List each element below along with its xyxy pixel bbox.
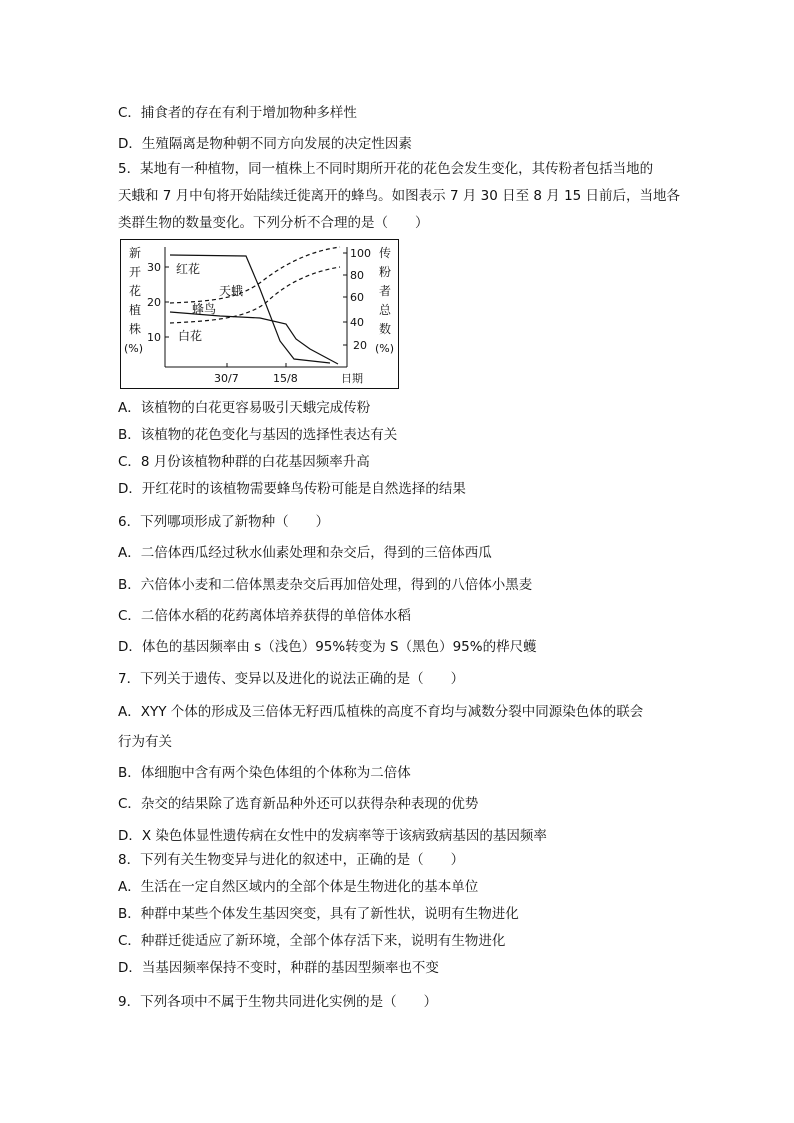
- left-tick-label: 10: [147, 331, 161, 344]
- q7-option-c: C．杂交的结果除了选育新品种外还可以获得杂种表现的优势: [118, 796, 479, 812]
- q4-option-c: C．捕食者的存在有利于增加物种多样性: [118, 105, 357, 121]
- q7-stem: 7．下列关于遗传、变异以及进化的说法正确的是（ ）: [118, 671, 465, 687]
- right-axis-char: 数: [379, 322, 392, 336]
- q6-option-c: C．二倍体水稻的花药离体培养获得的单倍体水稻: [118, 608, 411, 624]
- q4-option-d: D．生殖隔离是物种朝不同方向发展的决定性因素: [118, 136, 412, 152]
- q6-option-b: B．六倍体小麦和二倍体黑麦杂交后再加倍处理，得到的八倍体小黑麦: [118, 577, 533, 593]
- q6-option-a: A．二倍体西瓜经过秋水仙素处理和杂交后，得到的三倍体西瓜: [118, 545, 492, 561]
- left-axis-char: 植: [129, 303, 142, 317]
- series-label-white: 白花: [178, 329, 203, 343]
- q5-stem-line-2: 天蛾和 7 月中旬将开始陆续迁徙离开的蜂鸟。如图表示 7 月 30 日至 8 月 15 日前后，当地各: [118, 188, 681, 204]
- left-axis-char: 株: [129, 322, 142, 336]
- pollinator-chart: [120, 239, 399, 389]
- q5-stem-line-3: 类群生物的数量变化。下列分析不合理的是（ ）: [118, 215, 429, 231]
- right-axis-char: 总: [379, 303, 392, 317]
- q5-option-d: D．开红花时的该植物需要蜂鸟传粉可能是自然选择的结果: [118, 481, 466, 497]
- q6-option-d: D．体色的基因频率由 s（浅色）95%转变为 S（黑色）95%的桦尺蠖: [118, 639, 537, 655]
- q6-stem: 6．下列哪项形成了新物种（ ）: [118, 514, 330, 530]
- q7-option-a-line-1: A．XYY 个体的形成及三倍体无籽西瓜植株的高度不育均与减数分裂中同源染色体的联会: [118, 704, 644, 720]
- right-axis-label: [375, 245, 394, 355]
- q8-option-d: D．当基因频率保持不变时，种群的基因型频率也不变: [118, 960, 439, 976]
- q5-stem-line-1: 5．某地有一种植物，同一植株上不同时期所开花的花色会发生变化，其传粉者包括当地的: [118, 161, 654, 177]
- right-tick-label: 20: [353, 339, 367, 352]
- x-axis-label: 日期: [341, 372, 363, 385]
- q8-option-a: A．生活在一定自然区域内的全部个体是生物进化的基本单位: [118, 879, 479, 895]
- chart-frame: [121, 240, 399, 389]
- left-axis-label: [124, 246, 143, 355]
- x-tick-label: 30/7: [214, 372, 239, 385]
- right-tick-label: 100: [350, 247, 371, 260]
- right-axis-char: 者: [379, 284, 392, 298]
- q8-option-c: C．种群迁徙适应了新环境，全部个体存活下来，说明有生物进化: [118, 933, 506, 949]
- right-axis-char: (%): [375, 342, 395, 355]
- right-tick-label: 80: [350, 269, 364, 282]
- left-tick-label: 20: [147, 296, 161, 309]
- series-label-red: 红花: [176, 262, 201, 276]
- q8-stem: 8．下列有关生物变异与进化的叙述中，正确的是（ ）: [118, 852, 465, 868]
- q8-option-b: B．种群中某些个体发生基因突变，具有了新性状，说明有生物进化: [118, 906, 519, 922]
- q5-option-c: C．8 月份该植物种群的白花基因频率升高: [118, 454, 370, 470]
- left-axis-char: 开: [129, 265, 142, 279]
- right-tick-label: 40: [350, 316, 364, 329]
- q7-option-a-line-2: 行为有关: [118, 734, 172, 750]
- series-label-moth: 天蛾: [219, 284, 244, 298]
- q5-option-a: A．该植物的白花更容易吸引天蛾完成传粉: [118, 400, 371, 416]
- q7-option-b: B．体细胞中含有两个染色体组的个体称为二倍体: [118, 765, 411, 781]
- right-tick-label: 60: [350, 291, 364, 304]
- q9-stem: 9．下列各项中不属于生物共同进化实例的是（ ）: [118, 994, 438, 1010]
- right-axis-char: 传: [379, 246, 392, 260]
- q5-option-b: B．该植物的花色变化与基因的选择性表达有关: [118, 427, 398, 443]
- left-axis-char: 花: [129, 284, 142, 298]
- left-axis-char: 新: [129, 246, 142, 260]
- left-tick-label: 30: [147, 261, 161, 274]
- right-axis-char: 粉: [379, 265, 392, 279]
- series-label-hummingbird: 蜂鸟: [192, 302, 217, 316]
- left-axis-char: (%): [124, 342, 144, 355]
- x-tick-label: 15/8: [273, 372, 298, 385]
- q7-option-d: D．X 染色体显性遗传病在女性中的发病率等于该病致病基因的基因频率: [118, 828, 547, 844]
